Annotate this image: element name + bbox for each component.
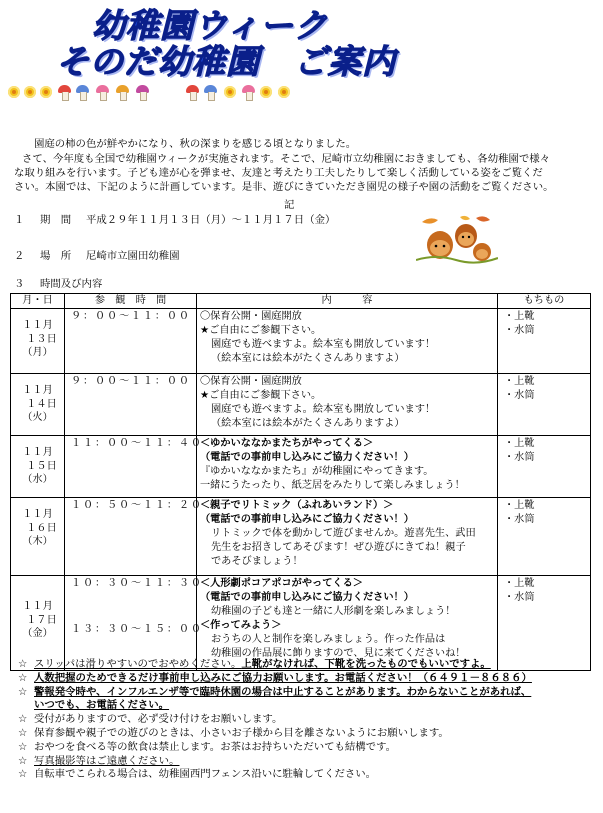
- date-weekday: （火）: [22, 412, 53, 423]
- content-cell: [197, 309, 498, 374]
- content-line: 幼稚園の子ども達と一緒に人形劇を楽しみましょう！: [211, 606, 456, 617]
- date-day: １４日: [26, 398, 57, 410]
- date-day: １７日: [26, 614, 57, 626]
- note-text: いつでも、お電話ください。: [34, 699, 170, 712]
- item-label: ・水筒: [504, 325, 535, 336]
- note-item: [10, 727, 598, 741]
- items-cell: [498, 436, 591, 498]
- section-value: 尼崎市立園田幼稚園: [86, 250, 180, 262]
- mushroom-icon: [116, 85, 129, 100]
- note-item-continued: [10, 699, 598, 713]
- content-cell: [197, 576, 498, 671]
- item-label: ・水筒: [504, 514, 535, 525]
- content-line: ＜人形劇ポコアポコがやってくる＞: [200, 578, 363, 589]
- note-item: [10, 741, 598, 755]
- flower-icon: [224, 86, 236, 98]
- star-icon: ☆: [18, 726, 28, 739]
- note-item: [10, 672, 598, 686]
- table-header-row: [11, 294, 591, 309]
- date-day: １５日: [26, 460, 57, 472]
- section-number: ３: [14, 278, 25, 290]
- title-line-2: そのだ幼稚園 ご案内: [56, 42, 396, 81]
- title-line-1: 幼稚園ウィーク: [92, 6, 329, 45]
- content-line: ＜親子でリトミック（ふれあいランド）＞: [200, 500, 394, 511]
- note-text: 受付がありますので、必ず受け付けをお願いします。: [34, 713, 283, 726]
- mushroom-icon: [58, 85, 71, 100]
- section-number: １: [14, 214, 25, 226]
- section-label: 場 所: [40, 250, 72, 262]
- content-line: 〇保育公開・園庭開放: [200, 376, 302, 387]
- date-weekday: （木）: [22, 536, 53, 547]
- flower-icon: [8, 86, 20, 98]
- content-line: 幼稚園の作品展に飾りますので、見に来てくださいね！: [211, 648, 466, 659]
- star-icon: ☆: [18, 685, 28, 698]
- content-line: おうちの人と制作を楽しみましょう。作った作品は: [211, 634, 446, 645]
- note-text: 保育参観や親子での遊びのときは、小さいお子様から目を離さないようにお願いします。: [34, 726, 449, 739]
- item-label: ・水筒: [504, 592, 535, 603]
- item-label: ・上靴: [504, 578, 535, 589]
- mushroom-icon: [204, 85, 217, 100]
- table-row: [11, 576, 591, 671]
- content-line: ★ご自由にご参観下さい。: [200, 325, 322, 336]
- flower-icon: [24, 86, 36, 98]
- content-line: 『ゆかいななかまたち』が幼稚園にやってきます。: [200, 466, 434, 477]
- content-line: であそびましょう！: [211, 556, 303, 567]
- mushroom-icon: [186, 85, 199, 100]
- date-weekday: （月）: [22, 347, 53, 358]
- table-row: [11, 374, 591, 436]
- date-month: １１月: [22, 601, 53, 612]
- star-icon: ☆: [18, 768, 28, 781]
- section-value: 平成２９年１１月１３日（月）～１１月１７日（金）: [86, 214, 336, 226]
- schedule-table: [10, 293, 591, 671]
- content-cell: [197, 374, 498, 436]
- item-label: ・水筒: [504, 452, 535, 463]
- items-cell: [498, 374, 591, 436]
- date-month: １１月: [22, 320, 53, 331]
- note-text: スリッパは滑りやすいのでおやめください。: [34, 658, 242, 670]
- section-label: 期 間: [40, 214, 72, 226]
- time-range: １１：００～１１：４０: [71, 438, 203, 449]
- star-icon: ☆: [18, 658, 28, 670]
- content-line: 先生をお招きしてあそびます！ぜひ遊びにきてね！親子: [211, 542, 466, 553]
- time-range: ９：００～１１：００: [71, 376, 191, 387]
- table-row: [11, 498, 591, 576]
- content-line: （電話での事前申し込みにご協力ください！）: [200, 592, 414, 603]
- content-cell: [197, 436, 498, 498]
- item-label: ・水筒: [504, 390, 535, 401]
- flower-icon: [40, 86, 52, 98]
- content-line: ＜ゆかいななかまたちがやってくる＞: [200, 438, 374, 449]
- date-day: １６日: [26, 522, 57, 534]
- header-time: 参 観 時 間: [65, 294, 197, 309]
- date-cell: [11, 576, 65, 671]
- note-text: 上靴がなければ、下靴を洗ったものでもいいですよ。: [241, 658, 491, 670]
- note-item: [10, 755, 598, 769]
- content-line: （絵本室には絵本がたくさんありますよ）: [211, 353, 405, 364]
- star-icon: ☆: [18, 713, 28, 726]
- table-row: [11, 436, 591, 498]
- time-cell: [65, 498, 203, 576]
- table-row: [11, 309, 591, 374]
- header-items: もちもの: [498, 294, 591, 309]
- date-cell: [11, 309, 65, 374]
- items-cell: [498, 309, 591, 374]
- star-icon: ☆: [18, 671, 28, 684]
- time-cell: [65, 374, 197, 436]
- header-content: 内 容: [197, 294, 498, 309]
- decoration-mushrooms-left: [6, 80, 160, 100]
- star-icon: ☆: [18, 754, 28, 767]
- decoration-mushrooms-right: [186, 80, 294, 100]
- items-cell: [498, 498, 591, 576]
- content-line: （絵本室には絵本がたくさんありますよ）: [211, 418, 405, 429]
- content-cell: [197, 498, 498, 576]
- note-item: [10, 713, 598, 727]
- date-weekday: （水）: [22, 474, 53, 485]
- time-range: ９：００～１１：００: [71, 311, 191, 322]
- flower-icon: [260, 86, 272, 98]
- content-line: 園庭でも遊べますよ。絵本室も開放しています！: [211, 404, 436, 415]
- note-text: 警報発令時や、インフルエンザ等で臨時休園の場合は中止することがあります。わからないことがあれば、: [34, 685, 532, 698]
- note-text: 自転車でこられる場合は、幼稚園西門フェンス沿いに駐輪してください。: [34, 768, 377, 781]
- time-cell: [65, 576, 203, 671]
- content-line: 一緒にうたったり、紙芝居をみたりして楽しみましょう！: [200, 480, 465, 491]
- intro-line-1: 園庭の柿の色が鮮やかになり、秋の深まりを感じる頃となりました。: [34, 138, 357, 150]
- content-line: リトミックで体を動かして遊びませんか。遊喜先生、武田: [211, 528, 476, 539]
- content-line: ★ご自由にご参観下さい。: [200, 390, 322, 401]
- time-range: １３：３０～１５：００: [71, 624, 203, 635]
- intro-line-2: さて、今年度も全国で幼稚園ウィークが実施されます。そこで、尼崎市立幼稚園におきましても、各幼稚園で様々: [22, 153, 551, 165]
- intro-line-3: な取り組みを行います。子ども達が心を弾ませ、友達と考えたり工夫したりして楽しく活動している姿をご覧くだ: [14, 167, 543, 179]
- section-number: ２: [14, 250, 25, 262]
- date-month: １１月: [22, 447, 53, 458]
- content-line: ＜作ってみよう＞: [200, 620, 282, 631]
- item-label: ・上靴: [504, 311, 535, 322]
- item-label: ・上靴: [504, 438, 535, 449]
- note-text: おやつを食べる等の飲食は禁止します。お茶はお持ちいただいても結構です。: [34, 740, 397, 753]
- note-item: [10, 768, 598, 782]
- intro-line-4: さい。本園では、下記のように計画しています。是非、遊びにきていただき園児の様子や園の活動をご覧ください。: [14, 181, 554, 193]
- star-icon: ☆: [18, 740, 28, 753]
- date-cell: [11, 436, 65, 498]
- item-label: ・上靴: [504, 376, 535, 387]
- content-line: 〇保育公開・園庭開放: [200, 311, 302, 322]
- note-text: 人数把握のためできるだけ事前申し込みにご協力お願いします。お電話ください！（６４９１－８６８６）: [34, 671, 532, 684]
- date-weekday: （金）: [22, 628, 53, 639]
- note-text: 写真撮影等はご遠慮ください。: [34, 754, 180, 767]
- section-label: 時間及び内容: [40, 278, 103, 290]
- date-month: １１月: [22, 385, 53, 396]
- content-line: （電話での事前申し込みにご協力ください！）: [200, 452, 414, 463]
- items-cell: [498, 576, 591, 671]
- date-cell: [11, 374, 65, 436]
- date-cell: [11, 498, 65, 576]
- time-cell: [65, 436, 203, 498]
- note-item: [10, 658, 598, 672]
- mushroom-icon: [242, 85, 255, 100]
- chestnut-illustration: [416, 214, 498, 264]
- ki-heading: 記: [284, 199, 295, 211]
- date-month: １１月: [22, 509, 53, 520]
- note-item: [10, 686, 598, 700]
- time-range: １０：３０～１１：３０: [71, 578, 203, 589]
- mushroom-icon: [76, 85, 89, 100]
- item-label: ・上靴: [504, 500, 535, 511]
- mushroom-icon: [96, 85, 109, 100]
- date-day: １３日: [26, 333, 57, 345]
- header-date: 月・日: [11, 294, 65, 309]
- mushroom-icon: [136, 85, 149, 100]
- content-line: 園庭でも遊べますよ。絵本室も開放しています！: [211, 339, 436, 350]
- flower-icon: [278, 86, 290, 98]
- content-line: （電話での事前申し込みにご協力ください！）: [200, 514, 414, 525]
- time-cell: [65, 309, 197, 374]
- notes-list: [10, 658, 598, 782]
- time-range: １０：５０～１１：２０: [71, 500, 203, 511]
